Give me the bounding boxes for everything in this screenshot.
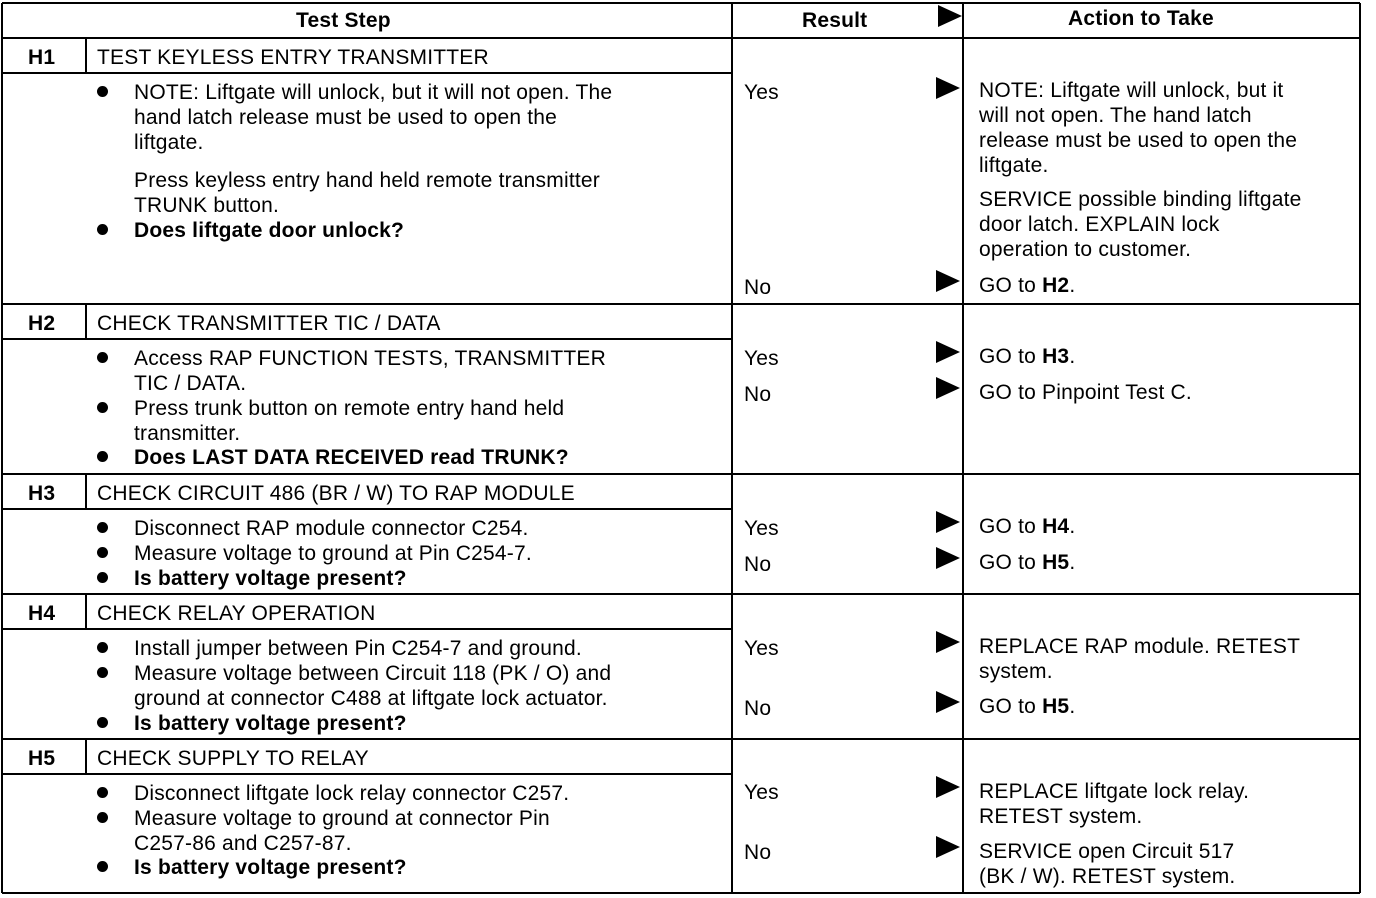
- step-line: Measure voltage to ground at Pin C254-7.: [134, 542, 532, 565]
- arrow-icon: [936, 77, 960, 99]
- step-line: hand latch release must be used to open the: [134, 106, 558, 129]
- step-title: TEST KEYLESS ENTRY TRANSMITTER: [97, 46, 489, 69]
- step-question: Is battery voltage present?: [134, 856, 407, 879]
- action-line: door latch. EXPLAIN lock: [979, 213, 1220, 236]
- arrow-icon: [936, 270, 960, 292]
- step-line: TIC / DATA.: [134, 372, 247, 395]
- result-yes: Yes: [744, 347, 779, 370]
- bullet-icon: [97, 787, 108, 798]
- step-title: CHECK SUPPLY TO RELAY: [97, 747, 369, 770]
- arrow-icon: [936, 547, 960, 569]
- header-arrow-icon: [938, 5, 962, 27]
- action-line: SERVICE possible binding liftgate: [979, 188, 1302, 211]
- step-line: Measure voltage between Circuit 118 (PK / O) and: [134, 662, 612, 685]
- result-yes: Yes: [744, 637, 779, 660]
- header-test-step: Test Step: [296, 9, 391, 32]
- action-line: will not open. The hand latch: [979, 104, 1252, 127]
- bullet-icon: [97, 812, 108, 823]
- step-title: CHECK TRANSMITTER TIC / DATA: [97, 312, 441, 335]
- step-id: H1: [28, 46, 56, 69]
- result-no: No: [744, 276, 772, 299]
- action-line: (BK / W). RETEST system.: [979, 865, 1236, 888]
- bullet-icon: [97, 717, 108, 728]
- step-id: H5: [28, 747, 56, 770]
- step-line: Press keyless entry hand held remote transmitter: [134, 169, 600, 192]
- arrow-icon: [936, 377, 960, 399]
- action-line: system.: [979, 660, 1053, 683]
- action-no: GO to H2.: [979, 274, 1076, 297]
- result-no: No: [744, 841, 772, 864]
- step-line: Press trunk button on remote entry hand held: [134, 397, 565, 420]
- step-id: H3: [28, 482, 56, 505]
- bullet-icon: [97, 642, 108, 653]
- arrow-icon: [936, 631, 960, 653]
- action-no: GO to Pinpoint Test C.: [979, 381, 1192, 404]
- bullet-icon: [97, 224, 108, 235]
- step-ref: H5: [1042, 551, 1070, 574]
- step-line: Install jumper between Pin C254-7 and ground.: [134, 637, 582, 660]
- bullet-icon: [97, 402, 108, 413]
- action-yes: GO to H3.: [979, 345, 1076, 368]
- bullet-icon: [97, 522, 108, 533]
- step-line: TRUNK button.: [134, 194, 279, 217]
- action-line: liftgate.: [979, 154, 1049, 177]
- step-line: liftgate.: [134, 131, 204, 154]
- bullet-icon: [97, 352, 108, 363]
- result-yes: Yes: [744, 81, 779, 104]
- step-question: Does liftgate door unlock?: [134, 219, 405, 242]
- bullet-icon: [97, 572, 108, 583]
- result-no: No: [744, 697, 772, 720]
- result-yes: Yes: [744, 781, 779, 804]
- step-ref: H2: [1042, 274, 1070, 297]
- bullet-icon: [97, 861, 108, 872]
- step-question: Does LAST DATA RECEIVED read TRUNK?: [134, 446, 569, 469]
- arrow-icon: [936, 341, 960, 363]
- action-no: GO to H5.: [979, 551, 1076, 574]
- action-line: REPLACE liftgate lock relay.: [979, 780, 1250, 803]
- arrow-icon: [936, 836, 960, 858]
- step-line: Disconnect liftgate lock relay connector C257.: [134, 782, 570, 805]
- step-question: Is battery voltage present?: [134, 712, 407, 735]
- action-line: SERVICE open Circuit 517: [979, 840, 1235, 863]
- step-line: Measure voltage to ground at connector Pin: [134, 807, 550, 830]
- step-line: C257-86 and C257-87.: [134, 832, 352, 855]
- step-ref: H3: [1042, 345, 1070, 368]
- arrow-icon: [936, 511, 960, 533]
- step-line: ground at connector C488 at liftgate lock actuator.: [134, 687, 608, 710]
- step-ref: H4: [1042, 515, 1070, 538]
- action-line: release must be used to open the: [979, 129, 1298, 152]
- step-title: CHECK CIRCUIT 486 (BR / W) TO RAP MODULE: [97, 482, 575, 505]
- bullet-icon: [97, 667, 108, 678]
- arrow-icon: [936, 691, 960, 713]
- bullet-icon: [97, 86, 108, 97]
- arrow-icon: [936, 776, 960, 798]
- step-ref: H5: [1042, 695, 1070, 718]
- header-result: Result: [802, 9, 868, 32]
- action-line: RETEST system.: [979, 805, 1143, 828]
- action-yes: GO to H4.: [979, 515, 1076, 538]
- step-id: H2: [28, 312, 56, 335]
- step-line: Access RAP FUNCTION TESTS, TRANSMITTER: [134, 347, 606, 370]
- action-line: operation to customer.: [979, 238, 1192, 261]
- action-line: REPLACE RAP module. RETEST: [979, 635, 1301, 658]
- step-id: H4: [28, 602, 56, 625]
- result-no: No: [744, 383, 772, 406]
- step-line: transmitter.: [134, 422, 241, 445]
- step-title: CHECK RELAY OPERATION: [97, 602, 376, 625]
- action-line: NOTE: Liftgate will unlock, but it: [979, 79, 1284, 102]
- header-action: Action to Take: [1068, 7, 1214, 30]
- step-line: NOTE: Liftgate will unlock, but it will not open. The: [134, 81, 613, 104]
- step-question: Is battery voltage present?: [134, 567, 407, 590]
- bullet-icon: [97, 547, 108, 558]
- result-no: No: [744, 553, 772, 576]
- action-no: GO to H5.: [979, 695, 1076, 718]
- step-line: Disconnect RAP module connector C254.: [134, 517, 529, 540]
- bullet-icon: [97, 451, 108, 462]
- result-yes: Yes: [744, 517, 779, 540]
